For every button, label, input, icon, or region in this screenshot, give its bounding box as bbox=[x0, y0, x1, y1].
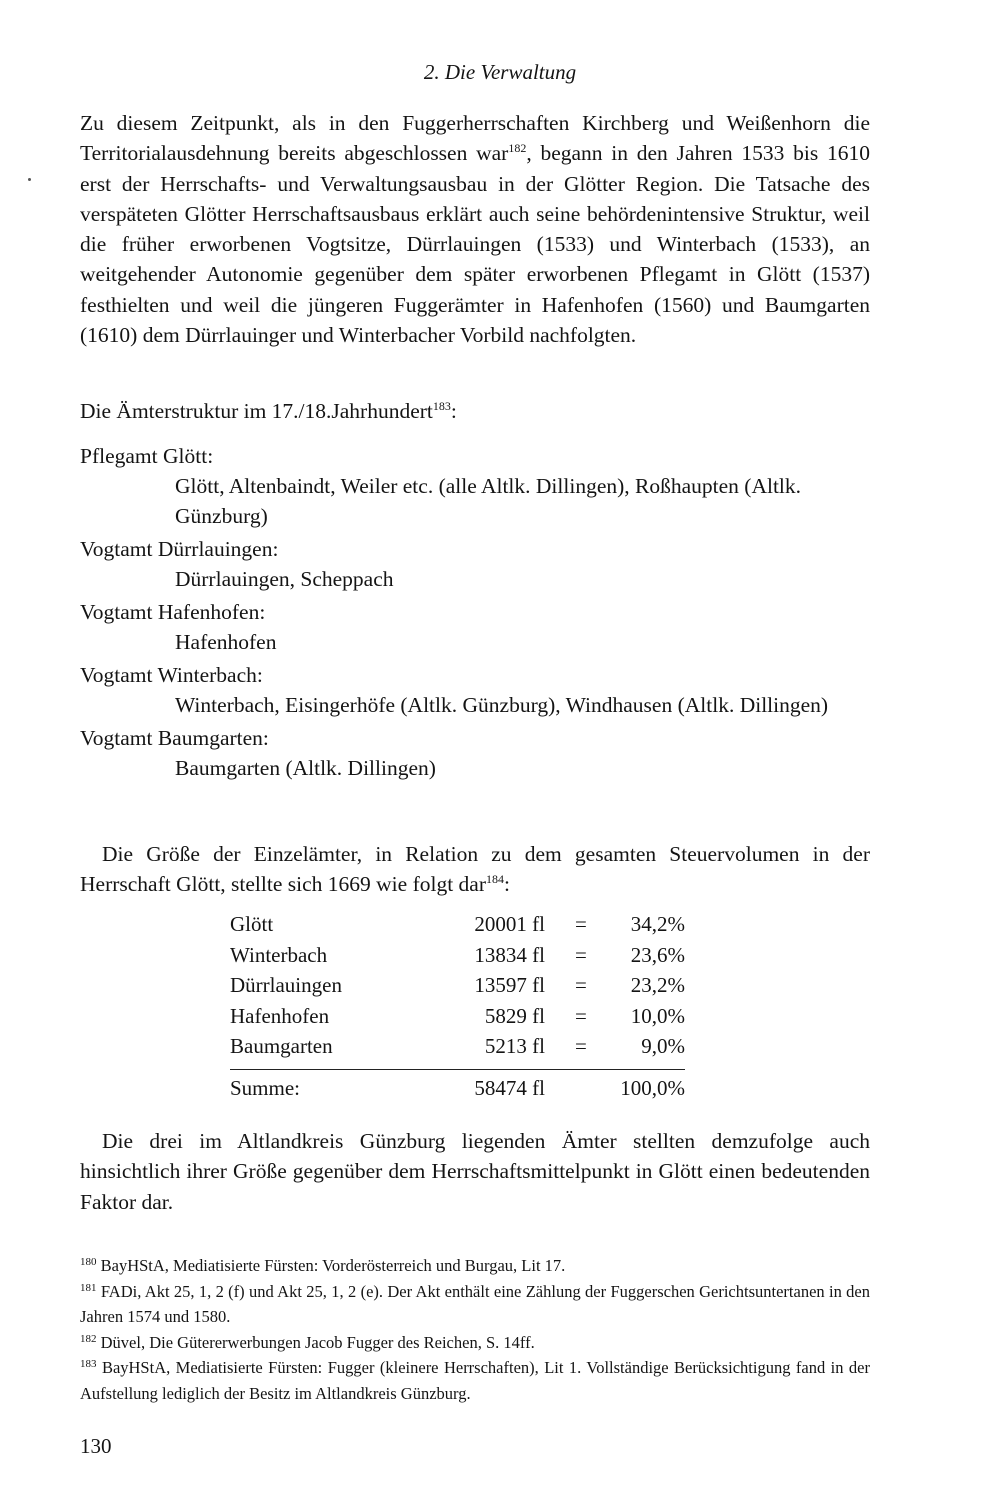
paragraph-structure-intro bbox=[80, 396, 870, 426]
office-name: Vogtamt Dürrlauingen: bbox=[80, 537, 279, 561]
structure-intro-text: Die Ämterstruktur im 17./18.Jahrhundert bbox=[80, 399, 433, 423]
row-equals: = bbox=[575, 973, 587, 997]
row-percent: 10,0% bbox=[630, 1003, 685, 1028]
office-name: Vogtamt Hafenhofen: bbox=[80, 600, 266, 624]
table-total-row bbox=[230, 1076, 685, 1107]
footnote bbox=[80, 1279, 870, 1330]
table-row bbox=[230, 912, 685, 943]
row-percent: 34,2% bbox=[630, 912, 685, 936]
office-places: Glött, Altenbaindt, Weiler etc. (alle Altlk. Dillingen), Roßhaupten (Altlk. Günzburg) bbox=[175, 474, 802, 528]
footnotes bbox=[80, 1253, 870, 1406]
footnote-number: 182 bbox=[80, 1332, 97, 1345]
office-unit bbox=[80, 723, 870, 783]
office-places: Winterbach, Eisingerhöfe (Altlk. Günzburg), Windhausen (Altlk. Dillingen) bbox=[175, 693, 829, 717]
paragraph-intro-text-a: Zu diesem Zeitpunkt, als in den Fuggerherrschaften Kirchberg und Weißenhorn die Territorialausdehnung bereits abgeschlossen war bbox=[80, 111, 870, 166]
row-office: Glött bbox=[230, 912, 274, 936]
running-head: 2. Die Verwaltung bbox=[423, 60, 577, 84]
row-office: Baumgarten bbox=[230, 1034, 333, 1058]
table-row bbox=[230, 1034, 685, 1065]
office-unit bbox=[80, 660, 870, 720]
row-office: Dürrlauingen bbox=[230, 973, 342, 997]
footnote bbox=[80, 1330, 870, 1356]
row-amount: 20001 fl bbox=[474, 912, 545, 936]
footnote-number: 181 bbox=[80, 1281, 97, 1294]
footnote-ref-184[interactable]: 184 bbox=[486, 872, 505, 887]
row-percent: 9,0% bbox=[641, 1034, 685, 1058]
row-percent: 23,2% bbox=[630, 973, 685, 997]
row-amount: 5213 fl bbox=[484, 1034, 545, 1058]
office-unit bbox=[80, 597, 870, 657]
row-equals: = bbox=[575, 912, 587, 936]
structure-intro-colon: : bbox=[450, 399, 457, 423]
paragraph-intro-text-b: , begann in den Jahren 1533 bis 1610 erst der Herrschafts- und Verwaltungsausbau in der Glötter Region. Die Tatsache des verspäteten Glötter Herrschaftsausbaus erklärt auch seine behördenintensive Struktur, weil die früher erworbenen Vogtsitze, Dürrlauingen (1533) und Winterbach (1533), an weitgehender Autonomie gegenüber dem später erworbenen Pflegamt in Glött (1537) festhielten und weil die jüngeren Fuggerämter in Hafenhofen (1560) und Baumgarten (1610) dem Dürrlauinger und Winterbacher Vorbild nachfolgten. bbox=[80, 141, 870, 348]
table-row bbox=[230, 1004, 685, 1035]
ink-speck bbox=[28, 178, 31, 181]
office-places: Baumgarten (Altlk. Dillingen) bbox=[175, 756, 436, 780]
office-structure-list bbox=[80, 441, 870, 786]
row-amount: 5829 fl bbox=[484, 1003, 545, 1028]
office-places: Dürrlauingen, Scheppach bbox=[175, 567, 394, 591]
row-percent: 23,6% bbox=[630, 942, 685, 967]
footnote-ref-182[interactable]: 182 bbox=[508, 141, 527, 156]
footnote-text: Düvel, Die Gütererwerbungen Jacob Fugger des Reichen, S. 14ff. bbox=[96, 1332, 535, 1352]
row-amount: 13597 fl bbox=[474, 973, 545, 997]
office-unit bbox=[80, 534, 870, 594]
row-office: Winterbach bbox=[230, 942, 328, 967]
total-label: Summe: bbox=[230, 1075, 301, 1100]
row-amount: 13834 fl bbox=[474, 942, 545, 967]
office-name: Vogtamt Winterbach: bbox=[80, 663, 263, 687]
office-name: Vogtamt Baumgarten: bbox=[80, 726, 269, 750]
total-amount: 58474 fl bbox=[474, 1075, 545, 1100]
paragraph-intro bbox=[80, 108, 870, 350]
table-sum-rule bbox=[230, 1069, 685, 1070]
footnote-text: FADi, Akt 25, 1, 2 (f) und Akt 25, 1, 2 (e). Der Akt enthält eine Zählung der Fuggerschen Gerichtsuntertanen in den Jahren 1574 und 1580. bbox=[80, 1281, 870, 1326]
office-unit bbox=[80, 441, 870, 531]
footnote-number: 183 bbox=[80, 1358, 97, 1370]
row-equals: = bbox=[575, 1034, 587, 1058]
footnote bbox=[80, 1253, 870, 1279]
row-equals: = bbox=[575, 942, 587, 967]
paragraph-size-intro bbox=[80, 839, 870, 900]
table-row bbox=[230, 973, 685, 1004]
table-row bbox=[230, 943, 685, 974]
footnote-ref-183[interactable]: 183 bbox=[432, 399, 451, 413]
footnote-text: BayHStA, Mediatisierte Fürsten: Vorderösterreich und Burgau, Lit 17. bbox=[96, 1256, 566, 1275]
footnote bbox=[80, 1355, 870, 1406]
office-places: Hafenhofen bbox=[175, 630, 277, 654]
footnote-text: BayHStA, Mediatisierte Fürsten: Fugger (kleinere Herrschaften), Lit 1. Vollständige Berücksichtigung fand in der Aufstellung lediglich der Besitz im Altlandkreis Günzburg. bbox=[80, 1358, 870, 1403]
paragraph-conclusion: Die drei im Altlandkreis Günzburg liegenden Ämter stellten demzufolge auch hinsichtlich ihrer Größe gegenüber dem Herrschaftsmittelpunkt in Glött einen bedeutenden Faktor dar. bbox=[80, 1129, 870, 1214]
total-percent: 100,0% bbox=[620, 1075, 685, 1100]
tax-volume-table bbox=[230, 912, 685, 1106]
size-intro-colon: : bbox=[504, 872, 510, 897]
row-equals: = bbox=[575, 1003, 587, 1028]
row-office: Hafenhofen bbox=[230, 1003, 330, 1028]
office-name: Pflegamt Glött: bbox=[80, 444, 214, 468]
size-intro-text: Die Größe der Einzelämter, in Relation zu dem gesamten Steuervolumen in der Herrschaft Glött, stellte sich 1669 wie folgt dar bbox=[80, 842, 870, 897]
footnote-number: 180 bbox=[80, 1256, 97, 1268]
page-number: 130 bbox=[80, 1434, 112, 1458]
